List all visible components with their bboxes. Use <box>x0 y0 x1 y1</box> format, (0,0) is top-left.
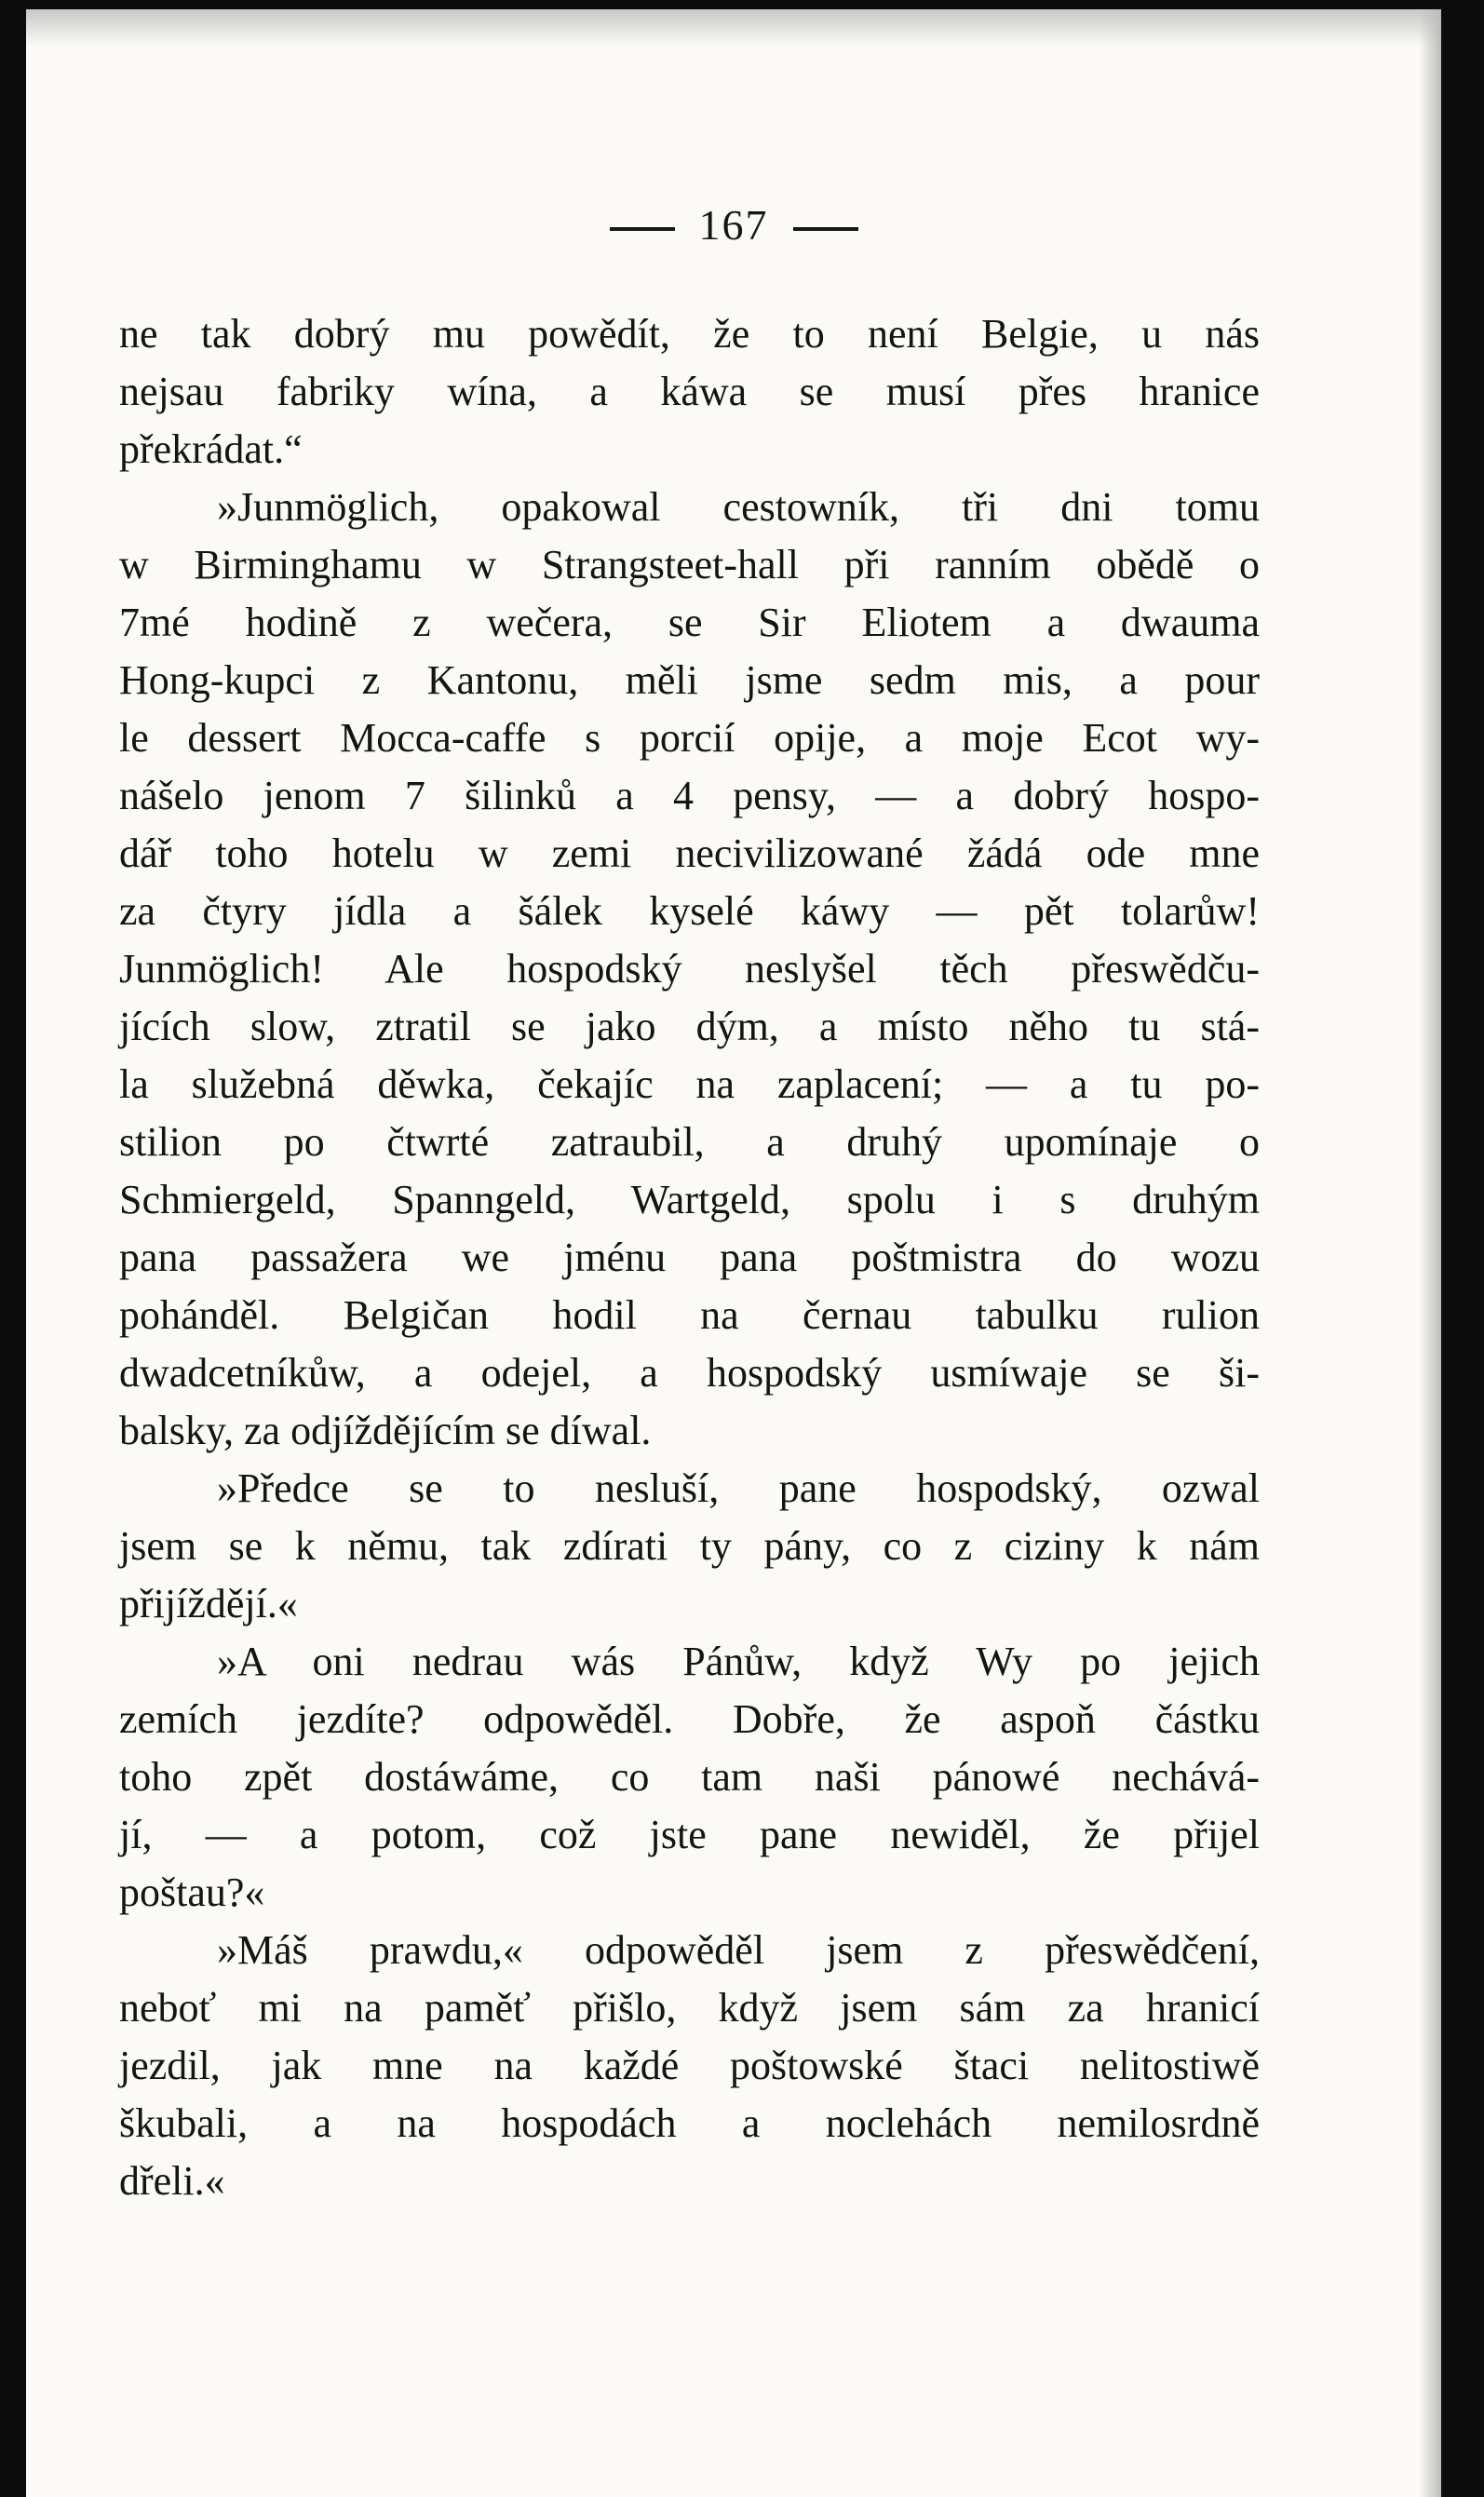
text-line: »Máš prawdu,« odpowěděl jsem z přeswědčení, <box>217 1927 1260 1973</box>
text-line: Schmiergeld, Spanngeld, Wartgeld, spolu i s druhým <box>119 1177 1260 1222</box>
text-line: přijíždějí.« <box>119 1581 298 1626</box>
text-line: neboť mi na paměť přišlo, když jsem sám za hranicí <box>119 1985 1260 2031</box>
text-line: »Junmöglich, opakowal cestowník, tři dni tomu <box>217 484 1260 530</box>
text-line: pana passažera we jménu pana poštmistra do wozu <box>119 1235 1260 1280</box>
text-line: Hong-kupci z Kantonu, měli jsme sedm mis, a pour <box>119 657 1260 703</box>
text-line: Junmöglich! Ale hospodský neslyšel těch přeswědču- <box>119 946 1260 992</box>
page-number-value: 167 <box>698 201 769 249</box>
text-line: balsky, za odjíždějícím se díwal. <box>119 1408 652 1453</box>
text-line: »A oni nedrau wás Pánůw, když Wy po jejich <box>217 1639 1260 1684</box>
text-line: překrádat.“ <box>119 426 303 472</box>
page-top-shadow <box>26 9 1441 47</box>
text-line: ne tak dobrý mu powědít, že to není Belgie, u nás <box>119 311 1260 357</box>
text-line: nášelo jenom 7 šilinků a 4 pensy, — a dobrý hospo- <box>119 773 1260 818</box>
text-line: stilion po čtwrté zatraubil, a druhý upomínaje o <box>119 1119 1260 1165</box>
text-line: la služebná děwka, čekajíc na zaplacení; — a tu po- <box>119 1061 1260 1107</box>
text-line: dřeli.« <box>119 2158 225 2204</box>
text-line: jících slow, ztratil se jako dým, a místo něho tu stá- <box>119 1004 1260 1049</box>
text-line: pohánděl. Belgičan hodil na černau tabulku rulion <box>119 1292 1260 1338</box>
page-gutter-shadow <box>1419 9 1441 2497</box>
text-line: nejsau fabriky wína, a káwa se musí přes hranice <box>119 369 1260 414</box>
text-line: jsem se k němu, tak zdírati ty pány, co z ciziny k nám <box>119 1523 1260 1569</box>
text-line: 7mé hodině z wečera, se Sir Eliotem a dwauma <box>119 600 1260 645</box>
page-number <box>26 200 1441 250</box>
text-line: dwadcetníkůw, a odejel, a hospodský usmíwaje se ši- <box>119 1350 1260 1396</box>
text-line: jí, — a potom, což jste pane newiděl, že přijel <box>119 1812 1260 1857</box>
body-text <box>119 305 1260 2210</box>
text-line: za čtyry jídla a šálek kyselé káwy — pět tolarůw! <box>119 888 1260 934</box>
text-line: w Birminghamu w Strangsteet-hall při ranním obědě o <box>119 542 1260 587</box>
text-line: le dessert Mocca-caffe s porcií opije, a moje Ecot wy- <box>119 715 1260 761</box>
text-line: poštau?« <box>119 1869 265 1915</box>
text-line: toho zpět dostáwáme, co tam naši pánowé nechává- <box>119 1754 1260 1800</box>
text-line: »Předce se to nesluší, pane hospodský, ozwal <box>217 1465 1260 1511</box>
book-page <box>26 9 1441 2497</box>
page-number-dash-right <box>793 227 858 231</box>
text-line: škubali, a na hospodách a noclehách nemilosrdně <box>119 2100 1260 2146</box>
page-number-dash-left <box>610 227 675 231</box>
text-line: jezdil, jak mne na každé poštowské štaci nelitostiwě <box>119 2043 1260 2088</box>
text-line: zemích jezdíte? odpowěděl. Dobře, že aspoň částku <box>119 1696 1260 1742</box>
text-line: dář toho hotelu w zemi necivilizowané žádá ode mne <box>119 830 1260 876</box>
